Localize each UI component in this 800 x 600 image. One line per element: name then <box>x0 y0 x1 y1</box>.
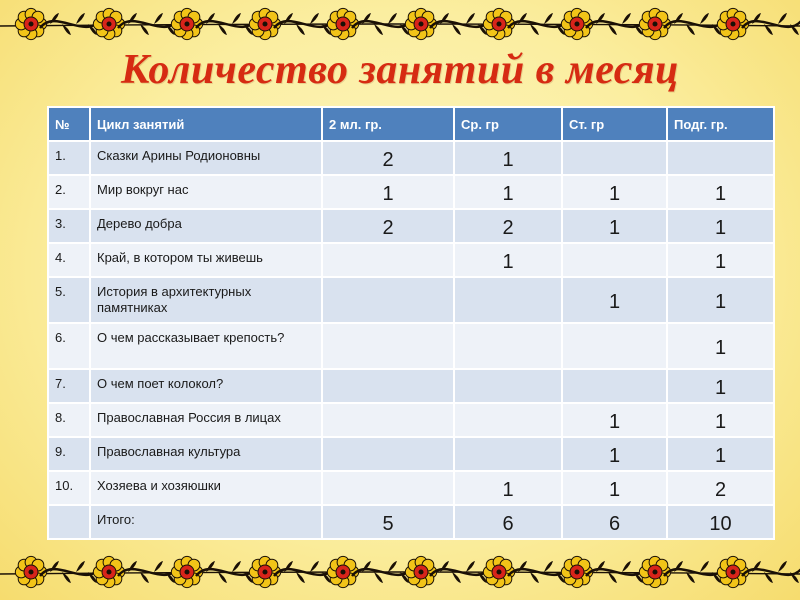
row-number: 5. <box>48 277 90 323</box>
flower-icon <box>327 8 358 39</box>
junior-group-count <box>322 369 454 403</box>
senior-group-count: 1 <box>562 209 667 243</box>
middle-group-count: 1 <box>454 243 562 277</box>
lessons-table <box>47 106 775 540</box>
prep-group-count: 1 <box>667 175 774 209</box>
row-number: 6. <box>48 323 90 369</box>
junior-group-count <box>322 323 454 369</box>
row-number: 8. <box>48 403 90 437</box>
col-header-senior-group: Ст. гр <box>562 107 667 141</box>
flower-icon <box>249 556 280 587</box>
flower-icon <box>15 556 46 587</box>
row-number: 2. <box>48 175 90 209</box>
prep-group-count: 1 <box>667 277 774 323</box>
senior-group-count: 6 <box>562 505 667 539</box>
flower-icon <box>249 8 280 39</box>
table-row <box>48 141 774 175</box>
cycle-name: Сказки Арины Родионовны <box>90 141 322 175</box>
table-row <box>48 209 774 243</box>
flower-icon <box>15 8 46 39</box>
row-number: 7. <box>48 369 90 403</box>
senior-group-count <box>562 141 667 175</box>
senior-group-count <box>562 243 667 277</box>
table-row <box>48 243 774 277</box>
row-number: 10. <box>48 471 90 505</box>
prep-group-count: 1 <box>667 369 774 403</box>
middle-group-count <box>454 323 562 369</box>
prep-group-count: 1 <box>667 437 774 471</box>
cycle-name: Край, в котором ты живешь <box>90 243 322 277</box>
flower-icon <box>483 556 514 587</box>
table-row <box>48 175 774 209</box>
top-ornament-border <box>0 0 800 50</box>
middle-group-count <box>454 277 562 323</box>
flower-icon <box>93 556 124 587</box>
junior-group-count <box>322 437 454 471</box>
table-row <box>48 403 774 437</box>
prep-group-count: 1 <box>667 209 774 243</box>
cycle-name: О чем поет колокол? <box>90 369 322 403</box>
cycle-name: Итого: <box>90 505 322 539</box>
table-row <box>48 369 774 403</box>
junior-group-count <box>322 471 454 505</box>
row-number: 4. <box>48 243 90 277</box>
middle-group-count: 6 <box>454 505 562 539</box>
junior-group-count: 1 <box>322 175 454 209</box>
cycle-name: О чем рассказывает крепость? <box>90 323 322 369</box>
cycle-name: Православная культура <box>90 437 322 471</box>
middle-group-count <box>454 369 562 403</box>
row-number: 3. <box>48 209 90 243</box>
col-header-number: № <box>48 107 90 141</box>
middle-group-count: 1 <box>454 175 562 209</box>
cycle-name: Хозяева и хозяюшки <box>90 471 322 505</box>
senior-group-count: 1 <box>562 277 667 323</box>
middle-group-count: 1 <box>454 141 562 175</box>
flower-icon <box>327 556 358 587</box>
middle-group-count <box>454 403 562 437</box>
junior-group-count: 2 <box>322 141 454 175</box>
col-header-cycle: Цикл занятий <box>90 107 322 141</box>
senior-group-count <box>562 323 667 369</box>
flower-icon <box>483 8 514 39</box>
leaf-swirl-icon <box>742 561 800 583</box>
prep-group-count: 1 <box>667 243 774 277</box>
prep-group-count: 2 <box>667 471 774 505</box>
prep-group-count: 1 <box>667 403 774 437</box>
col-header-middle-group: Ср. гр <box>454 107 562 141</box>
middle-group-count: 2 <box>454 209 562 243</box>
page-title: Количество занятий в месяц <box>121 47 679 93</box>
flower-icon <box>639 8 670 39</box>
table-row <box>48 277 774 323</box>
leaf-swirl-icon <box>742 13 800 35</box>
leaf-swirl-icon <box>664 561 724 583</box>
flower-icon <box>561 8 592 39</box>
bottom-ornament-border <box>0 548 800 598</box>
prep-group-count: 1 <box>667 323 774 369</box>
prep-group-count <box>667 141 774 175</box>
flower-icon <box>717 8 748 39</box>
row-number: 1. <box>48 141 90 175</box>
col-header-prep-group: Подг. гр. <box>667 107 774 141</box>
table-row <box>48 471 774 505</box>
cycle-name: Православная Россия в лицах <box>90 403 322 437</box>
row-number: 9. <box>48 437 90 471</box>
table-row <box>48 323 774 369</box>
flower-icon <box>405 8 436 39</box>
row-number <box>48 505 90 539</box>
middle-group-count: 1 <box>454 471 562 505</box>
flower-icon <box>171 8 202 39</box>
senior-group-count: 1 <box>562 175 667 209</box>
leaf-swirl-icon <box>40 13 100 35</box>
flower-icon <box>171 556 202 587</box>
prep-group-count: 10 <box>667 505 774 539</box>
flower-icon <box>561 556 592 587</box>
junior-group-count <box>322 243 454 277</box>
leaf-swirl-icon <box>664 13 724 35</box>
flower-icon <box>93 8 124 39</box>
junior-group-count <box>322 277 454 323</box>
senior-group-count: 1 <box>562 471 667 505</box>
col-header-junior-group: 2 мл. гр. <box>322 107 454 141</box>
junior-group-count: 5 <box>322 505 454 539</box>
senior-group-count: 1 <box>562 437 667 471</box>
table-header-row <box>48 107 774 141</box>
flower-icon <box>717 556 748 587</box>
table-row <box>48 437 774 471</box>
flower-icon <box>405 556 436 587</box>
total-row <box>48 505 774 539</box>
cycle-name: Мир вокруг нас <box>90 175 322 209</box>
senior-group-count <box>562 369 667 403</box>
middle-group-count <box>454 437 562 471</box>
cycle-name: Дерево добра <box>90 209 322 243</box>
flower-icon <box>639 556 670 587</box>
senior-group-count: 1 <box>562 403 667 437</box>
cycle-name: История в архитектурных памятниках <box>90 277 322 323</box>
junior-group-count <box>322 403 454 437</box>
junior-group-count: 2 <box>322 209 454 243</box>
leaf-swirl-icon <box>40 561 100 583</box>
